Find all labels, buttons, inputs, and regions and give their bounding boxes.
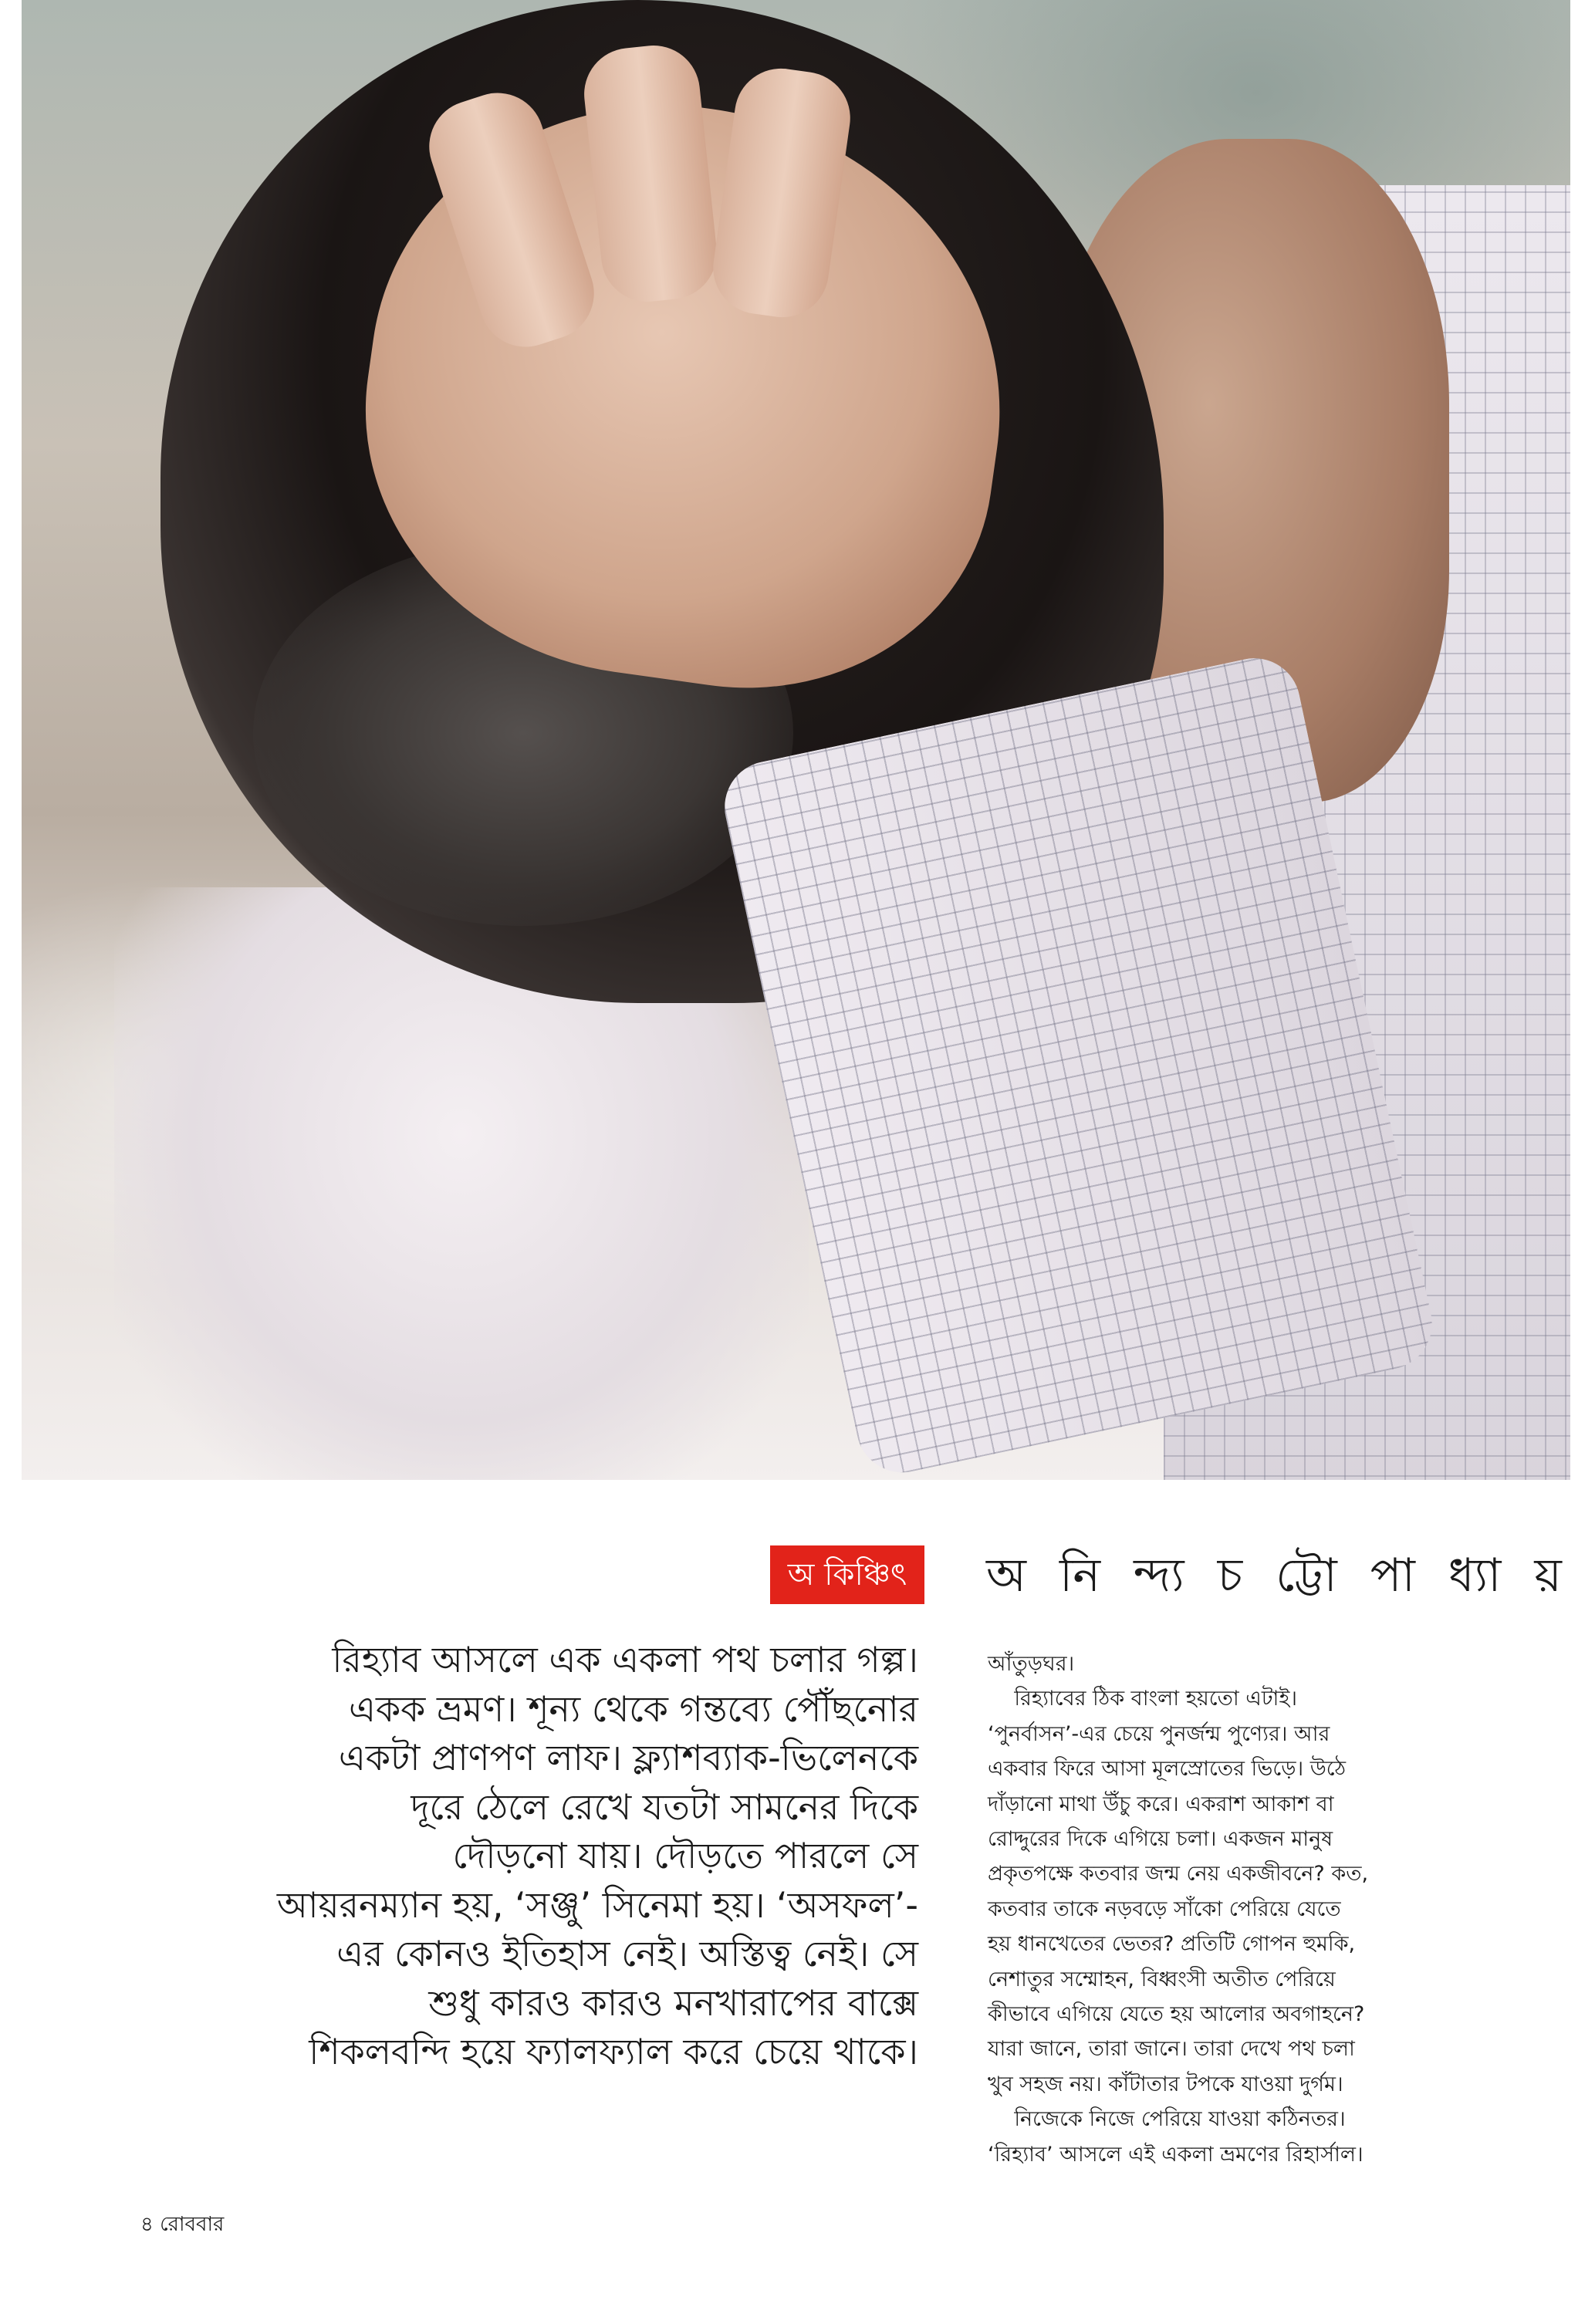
body-line: প্রকৃতপক্ষে কতবার জন্ম নেয় একজীবনে? কত, — [988, 1862, 1369, 1887]
pull-quote-line: শিকলবন্দি হয়ে ফ্যালফ্যাল করে চেয়ে থাকে। — [309, 2031, 918, 2072]
body-line: একবার ফিরে আসা মূলস্রোতের ভিড়ে। উঠে — [988, 1757, 1347, 1782]
body-line: রোদ্দুরের দিকে এগিয়ে চলা। একজন মানুষ — [988, 1827, 1333, 1852]
pull-quote-line: আয়রনম্যান হয়, ‘সঞ্জু’ সিনেমা হয়। ‘অসফল’- — [276, 1883, 918, 1926]
page-folio: ৪ রোববার — [140, 2213, 225, 2236]
pull-quote-line: দৌড়নো যায়। দৌড়তে পারলে সে — [452, 1835, 918, 1876]
body-line: ‘রিহ্যাব’ আসলে এই একলা ভ্রমণের রিহার্সাল। — [988, 2142, 1364, 2167]
body-line: রিহ্যাবের ঠিক বাংলা হয়তো এটাই। — [988, 1687, 1298, 1711]
pull-quote — [139, 1636, 918, 2077]
author-byline: অ নি ন্দ্য চ ট্টো পা ধ্যা য় — [986, 1549, 1571, 1603]
pull-quote-line: এর কোনও ইতিহাস নেই। অস্তিত্ব নেই। সে — [336, 1933, 918, 1974]
body-line: কতবার তাকে নড়বড়ে সাঁকো পেরিয়ে যেতে — [988, 1897, 1341, 1921]
pull-quote-line: একক ভ্রমণ। শূন্য থেকে গন্তব্যে পৌঁছনোর — [349, 1687, 918, 1730]
body-line: কীভাবে এগিয়ে যেতে হয় আলোর অবগাহনে? — [988, 2002, 1365, 2027]
body-line: দাঁড়ানো মাথা উঁচু করে। একরাশ আকাশ বা — [988, 1792, 1334, 1816]
pull-quote-line: দূরে ঠেলে রেখে যতটা সামনের দিকে — [411, 1785, 918, 1828]
pull-quote-line: রিহ্যাব আসলে এক একলা পথ চলার গল্প। — [332, 1639, 918, 1681]
body-line: হয় ধানখেতের ভেতর? প্রতিটি গোপন হুমকি, — [988, 1932, 1356, 1957]
body-line: নিজেকে নিজে পেরিয়ে যাওয়া কঠিনতর। — [988, 2107, 1346, 2132]
pull-quote-line: শুধু কারও কারও মনখারাপের বাক্সে — [428, 1981, 918, 2024]
article-body — [988, 1647, 1482, 2172]
pull-quote-line: একটা প্রাণপণ লাফ। ফ্ল্যাশব্যাক-ভিলেনকে — [338, 1737, 918, 1778]
hero-photo — [22, 0, 1570, 1480]
body-line: খুব সহজ নয়। কাঁটাতার টপকে যাওয়া দুর্গম। — [988, 2072, 1343, 2096]
body-line: যারা জানে, তারা জানে। তারা দেখে পথ চলা — [988, 2037, 1355, 2062]
body-line: নেশাতুর সম্মোহন, বিধ্বংসী অতীত পেরিয়ে — [988, 1967, 1336, 1991]
body-line: ‘পুনর্বাসন’-এর চেয়ে পুনর্জন্ম পুণ্যের। আর — [988, 1721, 1330, 1746]
section-tag: অ কিঞ্চিৎ — [770, 1545, 924, 1604]
body-line: আঁতুড়ঘর। — [988, 1652, 1075, 1676]
